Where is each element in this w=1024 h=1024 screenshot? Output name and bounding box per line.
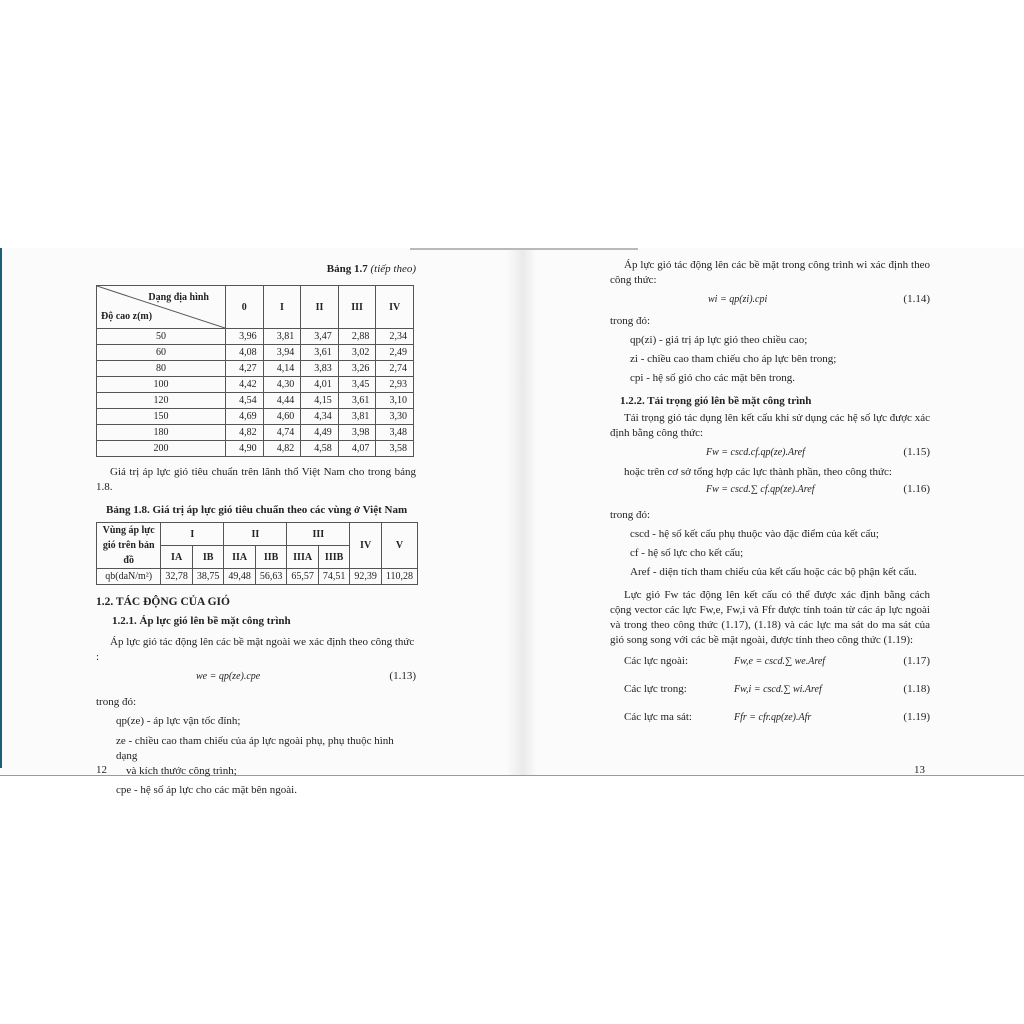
table-cell: 3,26 xyxy=(338,361,376,377)
table17-corner: Dạng địa hình Độ cao z(m) xyxy=(97,286,226,329)
force-row: Các lực ma sát: Ffr = cfr.qp(ze).Afr (1.19) xyxy=(624,711,930,723)
col-header: 0 xyxy=(226,286,264,329)
group-header: II xyxy=(224,523,287,546)
table-cell: 3,81 xyxy=(338,409,376,425)
force-row: Các lực trong: Fw,i = cscd.∑ wi.Aref (1.18) xyxy=(624,683,930,695)
paragraph: hoặc trên cơ sở tổng hợp các lực thành phần, theo công thức: xyxy=(624,466,892,478)
sub-header: IB xyxy=(192,546,224,569)
table-cell: 4,15 xyxy=(301,393,339,409)
table-cell: 4,82 xyxy=(263,441,301,457)
where-label: trong đó: xyxy=(610,509,651,521)
value-label: qb(daN/m²) xyxy=(97,569,161,585)
table-cell: 3,30 xyxy=(376,409,414,425)
definition: cpe - hệ số áp lực cho các mặt bên ngoài. xyxy=(116,784,297,796)
page-number-left: 12 xyxy=(96,764,107,776)
table-cell: 4,14 xyxy=(263,361,301,377)
table-cell: 3,83 xyxy=(301,361,339,377)
group-header: V xyxy=(381,523,417,569)
table17-caption: Bảng 1.7 (tiếp theo) xyxy=(326,263,416,275)
sub-header: IA xyxy=(161,546,193,569)
table-1-8 xyxy=(96,522,418,585)
formula-1-13: we = qp(ze).cpe (1.13) xyxy=(196,670,416,682)
table-1-7 xyxy=(96,285,414,457)
table-cell: 4,58 xyxy=(301,441,339,457)
table-row xyxy=(97,345,414,361)
table-row xyxy=(97,441,414,457)
table-cell: 74,51 xyxy=(318,569,350,585)
table-cell: 3,96 xyxy=(226,329,264,345)
height-cell: 100 xyxy=(97,377,226,393)
right-page xyxy=(610,258,930,736)
definition: qp(ze) - áp lực vận tốc đỉnh; xyxy=(116,715,241,727)
sub-header: IIIA xyxy=(287,546,319,569)
definition: ze - chiều cao tham chiếu của áp lực ngoài phụ, phụ thuộc hình dạng xyxy=(116,735,394,762)
table-cell: 3,02 xyxy=(338,345,376,361)
page-number-right: 13 xyxy=(914,764,925,776)
definition: và kích thước công trình; xyxy=(126,765,237,777)
col-header: II xyxy=(301,286,339,329)
table-cell: 4,60 xyxy=(263,409,301,425)
definition: zi - chiều cao tham chiếu cho áp lực bên trong; xyxy=(630,353,837,365)
table-cell: 4,42 xyxy=(226,377,264,393)
where-label: trong đó: xyxy=(96,696,137,708)
table-cell: 3,48 xyxy=(376,425,414,441)
table-cell: 92,39 xyxy=(350,569,382,585)
definition: cpi - hệ số gió cho các mặt bên trong. xyxy=(630,372,795,384)
subsection-title: 1.2.1. Áp lực gió lên bề mặt công trình xyxy=(112,615,291,627)
table-cell: 3,10 xyxy=(376,393,414,409)
table-cell: 4,34 xyxy=(301,409,339,425)
table-cell: 4,01 xyxy=(301,377,339,393)
table-row xyxy=(97,377,414,393)
height-cell: 180 xyxy=(97,425,226,441)
force-row: Các lực ngoài: Fw,e = cscd.∑ we.Aref (1.17) xyxy=(624,655,930,667)
paragraph: Tải trọng gió tác dụng lên kết cấu khi sử dụng các hệ số lực được xác định bằng công thức: xyxy=(610,412,930,439)
height-cell: 80 xyxy=(97,361,226,377)
table-cell: 2,88 xyxy=(338,329,376,345)
table-cell: 4,82 xyxy=(226,425,264,441)
where-label: trong đó: xyxy=(610,315,651,327)
paragraph: Lực gió Fw tác động lên kết cấu có thể được xác định bằng cách cộng vector các lực Fw,e, Fw,i và Ffr được tính toán từ các áp lực ngoài và trong theo công thức (1.17), (1.18) và các lực ma sát do ma sát của gió song song với các bề mặt ngoài, được tính theo công thức (1.19): xyxy=(610,589,930,646)
table-cell: 4,07 xyxy=(338,441,376,457)
paragraph: Áp lực gió tác động lên các bề mặt trong công trình wi xác định theo công thức: xyxy=(610,259,930,286)
left-page xyxy=(96,262,416,798)
sub-header: IIIB xyxy=(318,546,350,569)
height-cell: 50 xyxy=(97,329,226,345)
table-cell: 2,93 xyxy=(376,377,414,393)
table-cell: 3,98 xyxy=(338,425,376,441)
sub-header: IIB xyxy=(255,546,287,569)
section-title: 1.2. TÁC ĐỘNG CỦA GIÓ xyxy=(96,596,230,608)
height-cell: 60 xyxy=(97,345,226,361)
formula-1-16: Fw = cscd.∑ cf.qp(ze).Aref (1.16) xyxy=(706,483,930,495)
table-row xyxy=(97,425,414,441)
table-cell: 4,54 xyxy=(226,393,264,409)
table-cell: 3,94 xyxy=(263,345,301,361)
subsection-title: 1.2.2. Tải trọng gió lên bề mặt công trình xyxy=(620,395,812,407)
definition: cf - hệ số lực cho kết cấu; xyxy=(630,547,744,559)
table-cell: 3,61 xyxy=(301,345,339,361)
table-cell: 4,27 xyxy=(226,361,264,377)
group-header: III xyxy=(287,523,350,546)
table-cell: 4,08 xyxy=(226,345,264,361)
table-cell: 49,48 xyxy=(224,569,256,585)
table-cell: 3,81 xyxy=(263,329,301,345)
table-cell: 4,49 xyxy=(301,425,339,441)
col-header: IV xyxy=(376,286,414,329)
table-row xyxy=(97,393,414,409)
table-cell: 65,57 xyxy=(287,569,319,585)
table-cell: 3,47 xyxy=(301,329,339,345)
table-cell: 3,58 xyxy=(376,441,414,457)
table-cell: 2,34 xyxy=(376,329,414,345)
table-cell: 4,90 xyxy=(226,441,264,457)
height-cell: 150 xyxy=(97,409,226,425)
formula-1-15: Fw = cscd.cf.qp(ze).Aref (1.15) xyxy=(706,446,930,458)
table-cell: 3,61 xyxy=(338,393,376,409)
paragraph: Giá trị áp lực gió tiêu chuẩn trên lãnh thổ Việt Nam cho trong bảng 1.8. xyxy=(96,466,416,493)
definition: cscd - hệ số kết cấu phụ thuộc vào đặc điểm của kết cấu; xyxy=(630,528,879,540)
formula-1-14: wi = qp(zi).cpi (1.14) xyxy=(708,293,930,305)
table-cell: 2,74 xyxy=(376,361,414,377)
definition: Aref - diện tích tham chiếu của kết cấu hoặc các bộ phận kết cấu. xyxy=(630,566,917,578)
height-cell: 200 xyxy=(97,441,226,457)
col-header: III xyxy=(338,286,376,329)
table-cell: 3,45 xyxy=(338,377,376,393)
forces-list xyxy=(610,652,930,736)
paragraph: Áp lực gió tác động lên các bề mặt ngoài we xác định theo công thức : xyxy=(96,636,415,663)
table-cell: 4,30 xyxy=(263,377,301,393)
table-cell: 56,63 xyxy=(255,569,287,585)
col-header: I xyxy=(263,286,301,329)
table-row xyxy=(97,409,414,425)
table-cell: 4,69 xyxy=(226,409,264,425)
table-row xyxy=(97,361,414,377)
table-cell: 4,74 xyxy=(263,425,301,441)
height-cell: 120 xyxy=(97,393,226,409)
table18-caption: Bảng 1.8. Giá trị áp lực gió tiêu chuẩn theo các vùng ở Việt Nam xyxy=(106,504,408,516)
sub-header: IIA xyxy=(224,546,256,569)
table-row xyxy=(97,329,414,345)
row-header: Vùng áp lực gió trên bản đồ xyxy=(97,523,161,569)
table-cell: 38,75 xyxy=(192,569,224,585)
table-cell: 110,28 xyxy=(381,569,417,585)
group-header: IV xyxy=(350,523,382,569)
table-cell: 32,78 xyxy=(161,569,193,585)
book-edge xyxy=(0,248,2,768)
table-cell: 2,49 xyxy=(376,345,414,361)
group-header: I xyxy=(161,523,224,546)
definition: qp(zi) - giá trị áp lực gió theo chiều cao; xyxy=(630,334,808,346)
table-cell: 4,44 xyxy=(263,393,301,409)
book-gutter xyxy=(506,250,536,775)
